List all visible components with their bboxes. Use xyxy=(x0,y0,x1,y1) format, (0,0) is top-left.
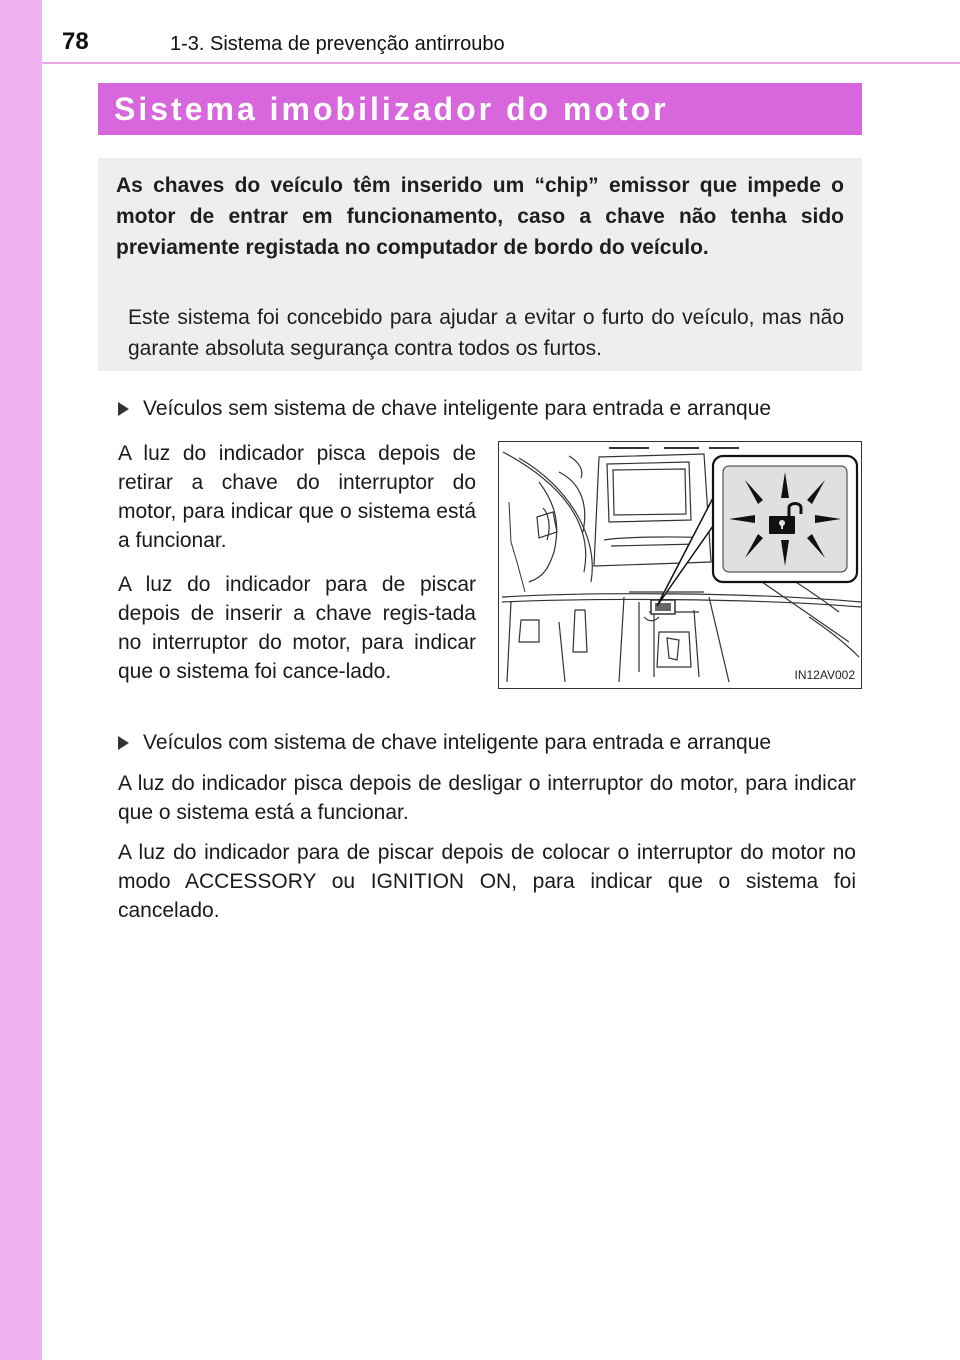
header-rule xyxy=(42,62,960,64)
section1-heading-text: Veículos sem sistema de chave inteligente para entrada e arranque xyxy=(143,397,772,420)
section1-para2: A luz do indicador para de piscar depois de inserir a chave regis-tada no interruptor do motor, para indicar que o sistema foi cance-lado. xyxy=(118,573,476,683)
section2-para1: A luz do indicador pisca depois de desligar o interruptor do motor, para indicar que o sistema está a funcionar. xyxy=(118,772,856,824)
triangle-bullet-icon xyxy=(118,736,129,750)
side-band xyxy=(0,0,42,1360)
dashboard-illustration xyxy=(499,442,862,689)
intro-bold-text: As chaves do veículo têm inserido um “chip” emissor que impede o motor de entrar em funcionamento, caso a chave não tenha sido previamente registada no computador de bordo do veículo. xyxy=(116,174,844,259)
section1-heading xyxy=(118,397,771,421)
intro-normal-text: Este sistema foi concebido para ajudar a evitar o furto do veículo, mas não garante absoluta segurança contra todos os furtos. xyxy=(128,306,844,360)
dashboard-figure xyxy=(498,441,862,689)
section2-para2: A luz do indicador para de piscar depois de colocar o interruptor do motor no modo ACCESSORY ou IGNITION ON, para indicar que o sistema foi cancelado. xyxy=(118,841,856,922)
section2-heading-text: Veículos com sistema de chave inteligente para entrada e arranque xyxy=(143,731,772,754)
page-title: Sistema imobilizador do motor xyxy=(114,91,669,127)
section-label: 1-3. Sistema de prevenção antirroubo xyxy=(170,33,505,55)
figure-code: IN12AV002 xyxy=(794,668,855,682)
triangle-bullet-icon xyxy=(118,402,129,416)
section1-para1: A luz do indicador pisca depois de retirar a chave do interruptor do motor, para indicar que o sistema está a funcionar. xyxy=(118,442,476,552)
intro-box xyxy=(98,158,862,371)
section2-heading xyxy=(118,731,771,755)
title-bar xyxy=(98,83,862,135)
page-number: 78 xyxy=(62,28,89,55)
